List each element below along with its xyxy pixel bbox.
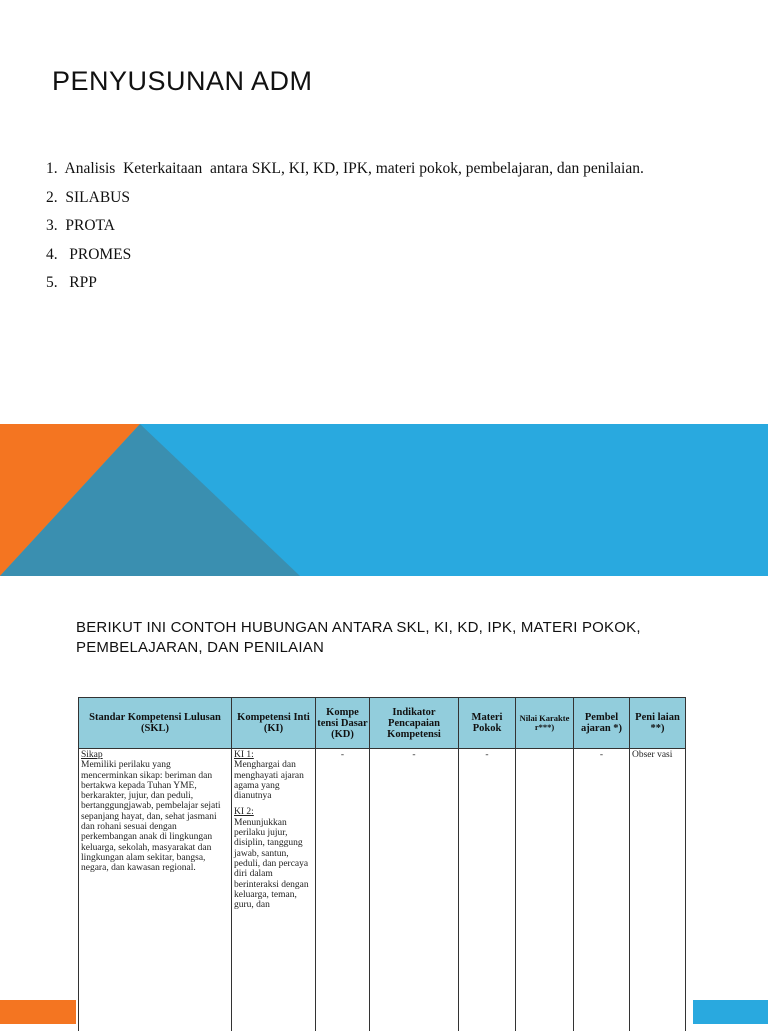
ki1-heading: KI 1: [234,750,313,760]
list-item: 1. Analisis Keterkaitaan antara SKL, KI, KD, IPK, materi pokok, pembelajaran, dan penilaian. [46,160,644,189]
cell-nilai-karakter [516,749,574,1031]
table-header-row [79,698,686,749]
header-ki: Kompetensi Inti (KI) [232,698,316,749]
corner-blue-bar [693,1000,768,1024]
table-row [79,749,686,1031]
decorative-banner [0,424,768,576]
header-skl: Standar Kompetensi Lulusan (SKL) [79,698,232,749]
header-materi: Materi Pokok [459,698,516,749]
skl-text: Memiliki perilaku yang mencerminkan sikap: beriman dan bertakwa kepada Tuhan YME, berkarakter, jujur, dan peduli, bertanggungjawab, pembelajar sejati sepanjang hayat, dan, sehat jasmani dan rohani sesuai dengan perkembangan anak di lingkungan keluarga, sekolah, masyarakat dan lingkungan alam sekitar, bangsa, negara, dan kawasan regional. [81,760,229,873]
skl-heading: Sikap [81,750,229,760]
list-item: 4. PROMES [46,246,644,275]
list-item: 3. PROTA [46,217,644,246]
cell-penilaian: Obser vasi [630,749,686,1031]
header-ipk: Indikator Pencapaian Kompetensi [370,698,459,749]
ki2-text: Menunjukkan perilaku jujur, disiplin, tanggung jawab, santun, peduli, dan percaya diri dalam berinteraksi dengan keluarga, teman, guru, dan [234,818,313,911]
slide-2 [0,576,768,1024]
header-nilai-karakter: Nilai Karakte r***) [516,698,574,749]
list-item: 5. RPP [46,274,644,303]
slide-1 [0,0,768,424]
banner-shapes [0,424,768,576]
cell-skl [79,749,232,1031]
ki1-text: Menghargai dan menghayati ajaran agama yang dianutnya [234,760,313,801]
header-kd: Kompe tensi Dasar (KD) [316,698,370,749]
header-penilaian: Peni laian **) [630,698,686,749]
slide-title: BERIKUT INI CONTOH HUBUNGAN ANTARA SKL, KI, KD, IPK, MATERI POKOK, PEMBELAJARAN, DAN PENILAIAN [76,618,696,658]
cell-kd: - [316,749,370,1031]
relation-table [78,697,686,1031]
cell-ipk: - [370,749,459,1031]
slide-title: PENYUSUNAN ADM [52,66,313,97]
adm-list [46,160,644,303]
cell-pembelajaran: - [574,749,630,1031]
list-item: 2. SILABUS [46,189,644,218]
corner-orange-bar [0,1000,76,1024]
cell-materi: - [459,749,516,1031]
header-pembelajaran: Pembel ajaran *) [574,698,630,749]
ki2-heading: KI 2: [234,807,313,817]
cell-ki [232,749,316,1031]
